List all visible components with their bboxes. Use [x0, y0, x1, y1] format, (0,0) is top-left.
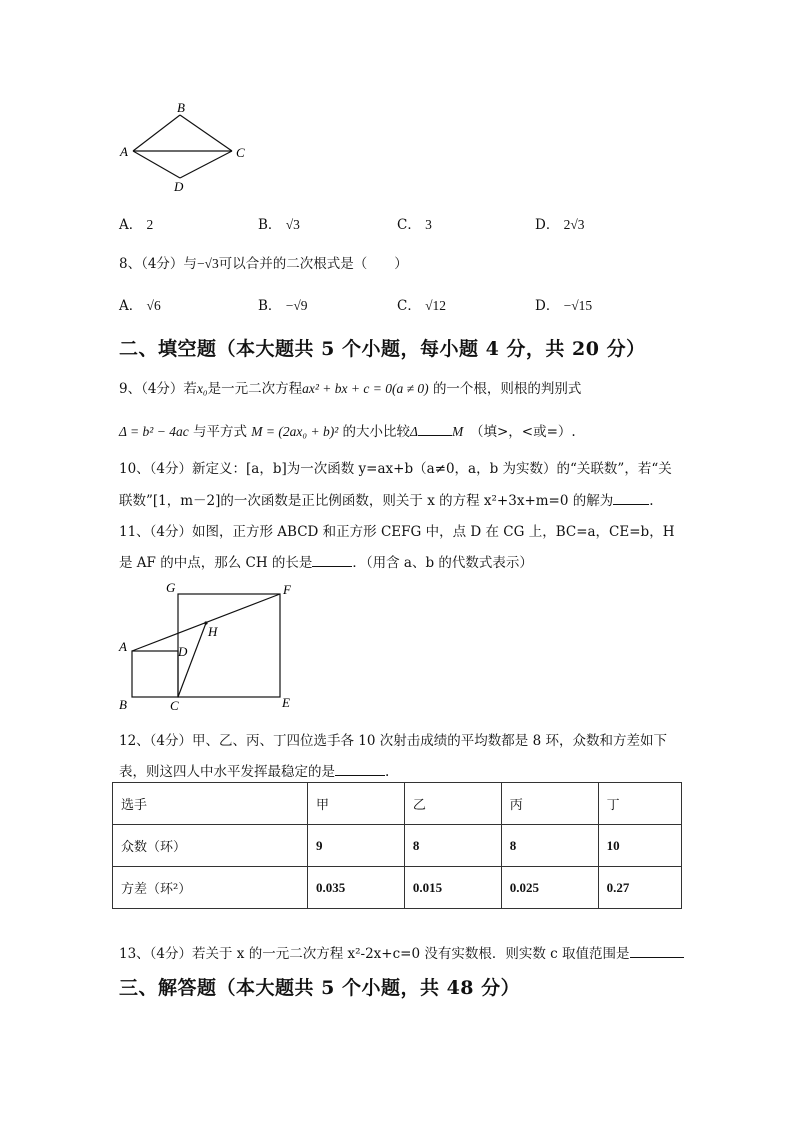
- q7-option-a: A． 2: [119, 217, 154, 233]
- q10-answer-blank[interactable]: [613, 492, 649, 505]
- q9-line-1: 9、（4分）若x₀是一元二次方程ax² + bx + c = 0(a ≠ 0) 的一个根，则根的判别式: [119, 381, 582, 397]
- table-cell: 乙: [404, 783, 501, 825]
- table-row: [113, 867, 682, 909]
- section-heading-fill-in: 二、填空题（本大题共 5 个小题，每小题 4 分，共 20 分）: [119, 338, 646, 360]
- table-cell: 0.27: [598, 867, 681, 909]
- squares-figure: [112, 578, 302, 713]
- point-label-h: H: [208, 624, 218, 639]
- point-label-c: C: [170, 698, 179, 713]
- shooting-stats-table: [112, 782, 682, 909]
- point-label-d: D: [178, 644, 188, 659]
- section-heading-solve: 三、解答题（本大题共 5 个小题，共 48 分）: [119, 977, 521, 999]
- table-cell: 丁: [598, 783, 681, 825]
- q7-option-d: D． 2√3: [535, 217, 585, 233]
- table-cell: 0.025: [501, 867, 598, 909]
- point-label-b: B: [119, 697, 127, 712]
- q9-answer-blank[interactable]: [418, 423, 452, 436]
- q12-answer-blank[interactable]: [335, 763, 385, 776]
- table-cell: 方差（环²）: [113, 867, 308, 909]
- table-cell: 10: [598, 825, 681, 867]
- q10-line-2: 联数”[1，m－2]的一次函数是正比例函数，则关于 x 的方程 x²+3x+m=0 的解为 .: [119, 493, 654, 509]
- q11-line-1: 11、（4分）如图，正方形 ABCD 和正方形 CEFG 中，点 D 在 CG 上，BC=a，CE=b，H: [119, 524, 675, 540]
- vertex-label-d: D: [174, 179, 184, 194]
- q9-line-2: Δ = b² − 4ac 与平方式 M = (2ax₀ + b)² 的大小比较Δ M （填>，<或=）.: [119, 424, 576, 440]
- table-cell: 众数（环）: [113, 825, 308, 867]
- q12-line-1: 12、（4分）甲、乙、丙、丁四位选手各 10 次射击成绩的平均数都是 8 环，众数和方差如下: [119, 733, 667, 749]
- table-cell: 甲: [308, 783, 405, 825]
- table-cell: 8: [404, 825, 501, 867]
- table-cell: 丙: [501, 783, 598, 825]
- q13-answer-blank[interactable]: [630, 945, 684, 958]
- q8-option-b: B． −√9: [258, 298, 308, 314]
- q8-option-d: D． −√15: [535, 298, 593, 314]
- table-row: [113, 825, 682, 867]
- table-cell: 0.015: [404, 867, 501, 909]
- table-cell: 9: [308, 825, 405, 867]
- q11-line-2: 是 AF 的中点，那么 CH 的长是 ．（用含 a、b 的代数式表示）: [119, 555, 533, 571]
- table-row: [113, 783, 682, 825]
- q11-answer-blank[interactable]: [312, 554, 352, 567]
- q13-line: 13、（4分）若关于 x 的一元二次方程 x²-2x+c=0 没有实数根．则实数 c 取值范围是: [119, 942, 684, 962]
- q8-option-c: C． √12: [397, 298, 447, 314]
- vertex-label-a: A: [120, 144, 128, 159]
- q7-option-b: B． √3: [258, 217, 300, 233]
- point-label-a: A: [119, 639, 127, 654]
- q7-option-c: C． 3: [397, 217, 432, 233]
- q8-stem: 8、（4分）与−√3可以合并的二次根式是（ ）: [119, 256, 408, 272]
- point-label-f: F: [283, 582, 291, 597]
- point-label-e: E: [282, 695, 290, 710]
- q10-line-1: 10、（4分）新定义：[a，b]为一次函数 y=ax+b（a≠0，a，b 为实数）的“关联数”，若“关: [119, 461, 672, 477]
- table-cell: 选手: [113, 783, 308, 825]
- table-cell: 8: [501, 825, 598, 867]
- q8-option-a: A． √6: [119, 298, 161, 314]
- rhombus-figure: [112, 96, 262, 196]
- point-label-g: G: [166, 580, 176, 595]
- q12-line-2: 表，则这四人中水平发挥最稳定的是 .: [119, 764, 390, 780]
- table-cell: 0.035: [308, 867, 405, 909]
- vertex-label-b: B: [177, 100, 185, 115]
- vertex-label-c: C: [236, 145, 245, 160]
